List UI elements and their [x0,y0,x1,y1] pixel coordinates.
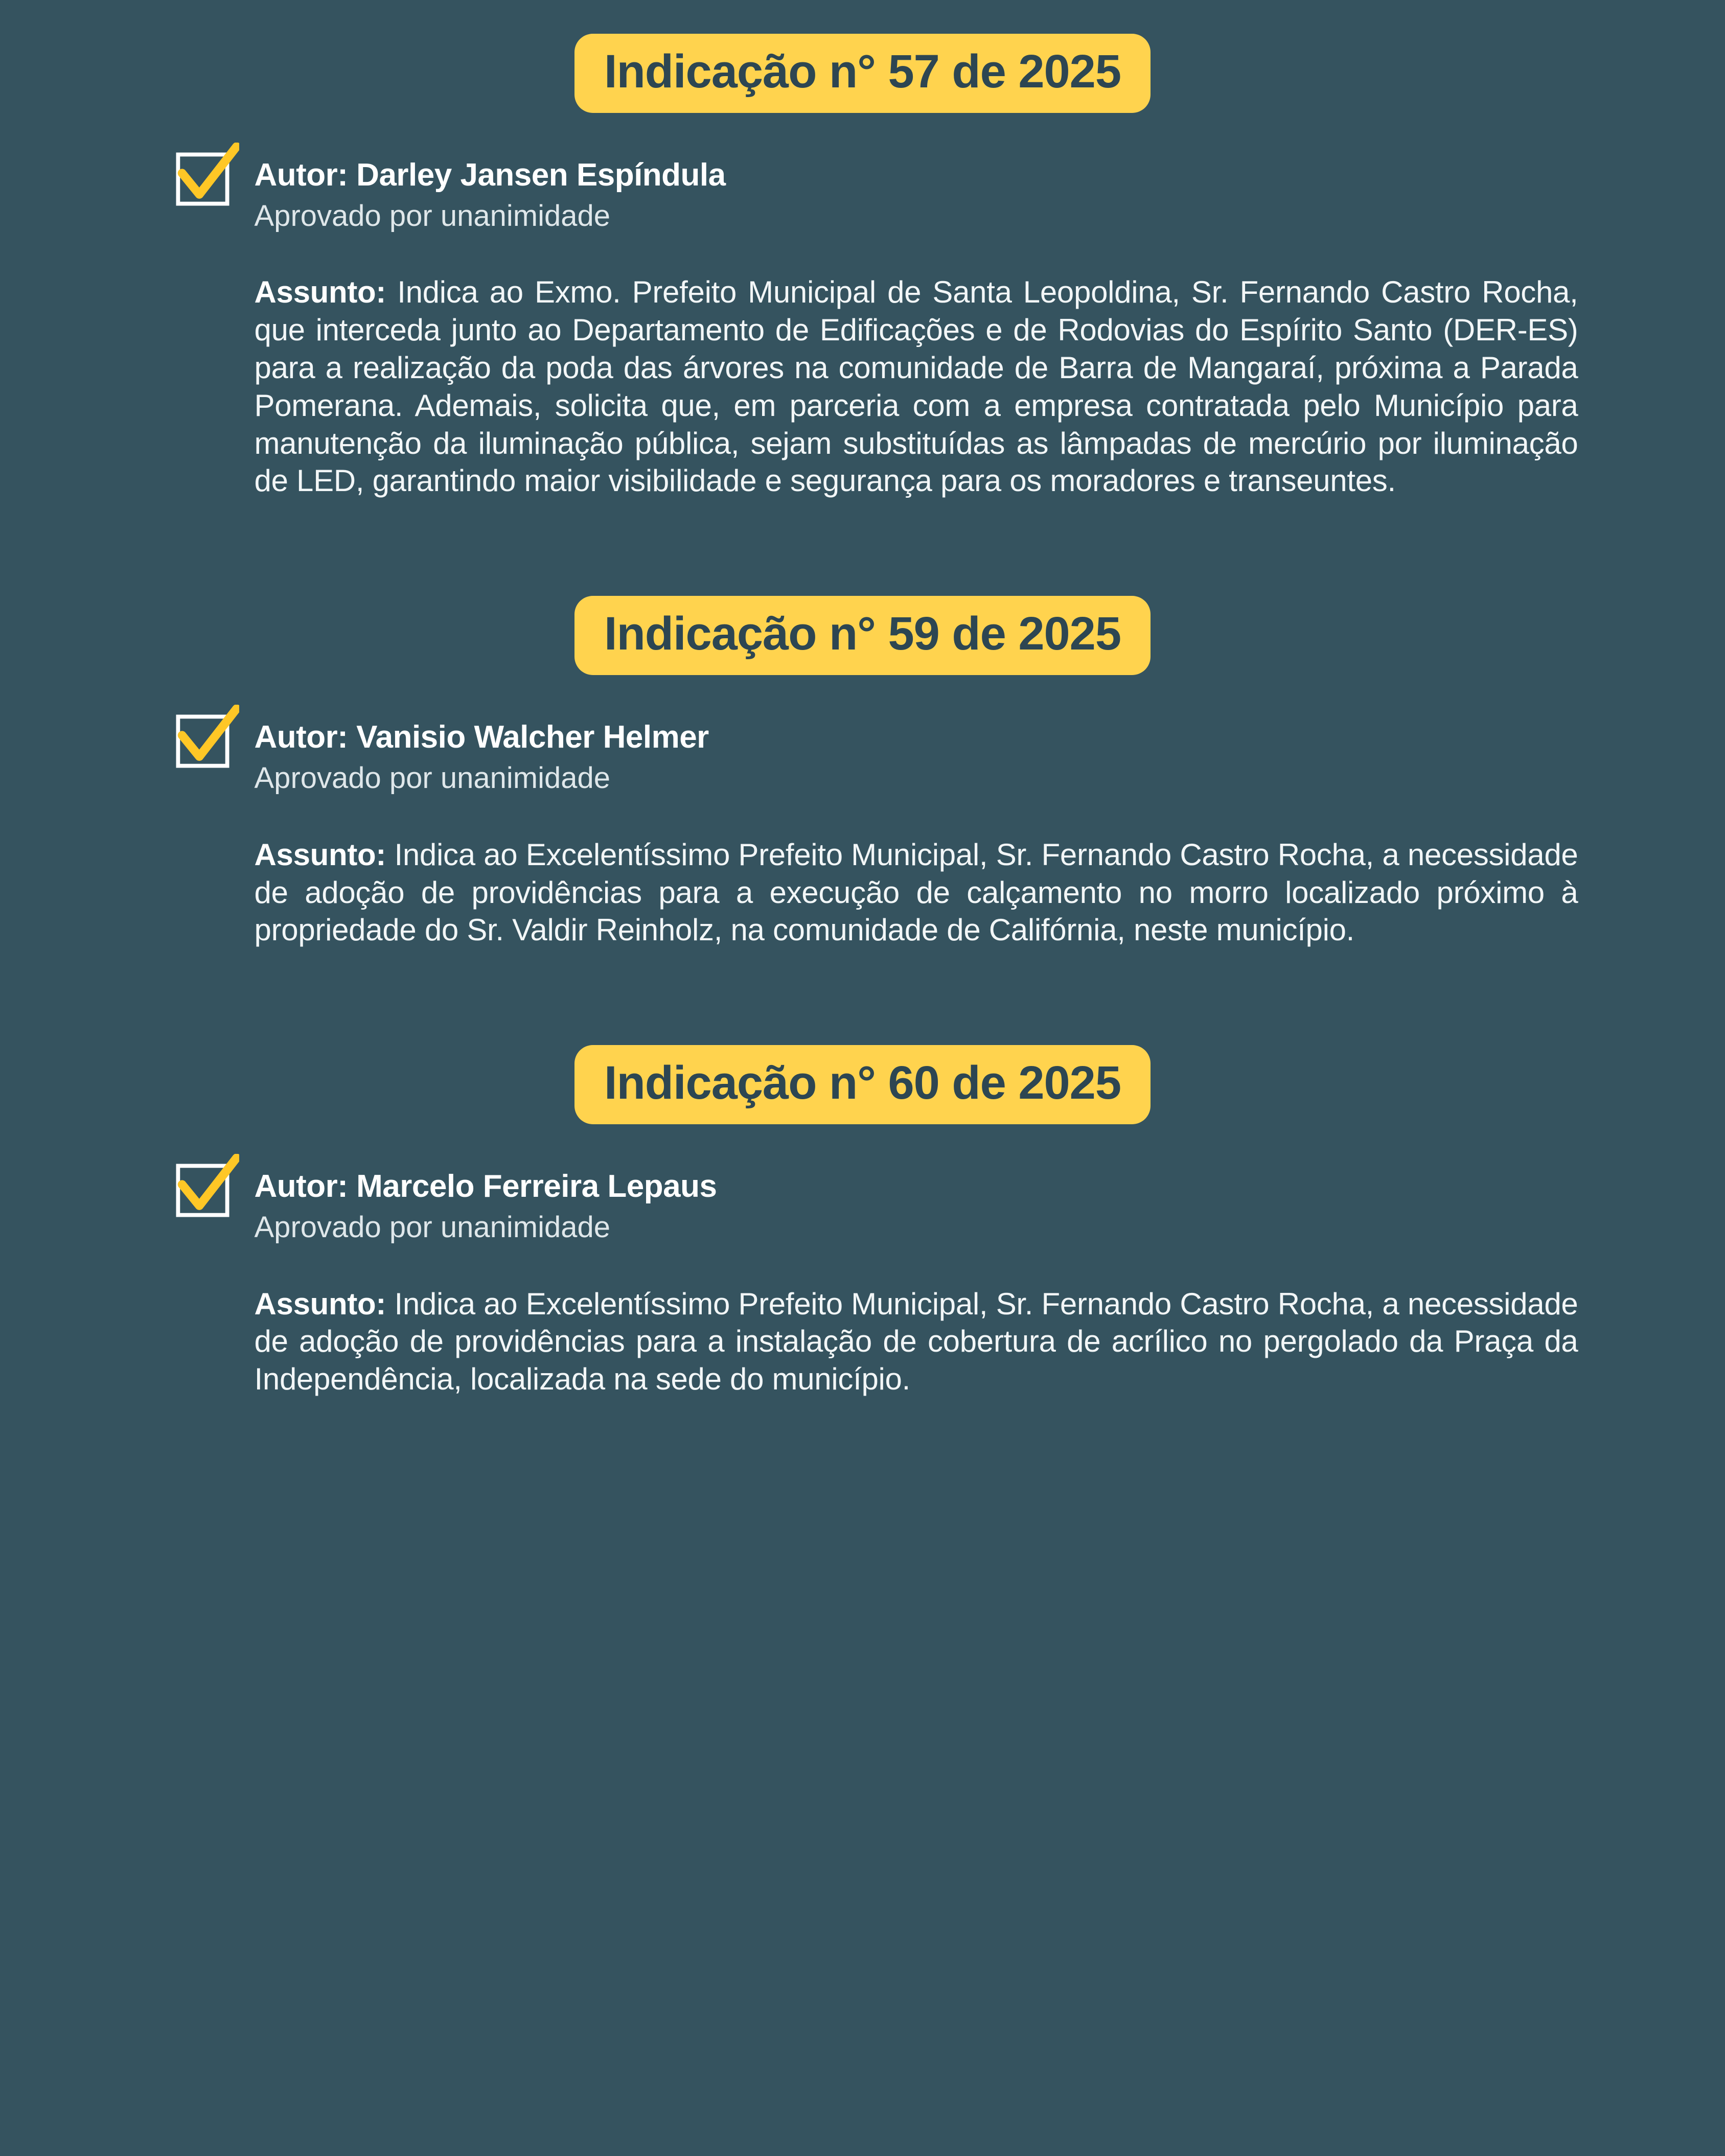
author-row [255,1168,1578,1245]
indication-item [0,596,1725,949]
approval-status: Aprovado por unanimidade [254,1211,610,1244]
check-mark-icon [173,143,239,209]
subject-label: Assunto: [254,275,386,310]
indication-title-badge: Indicação n° 57 de 2025 [574,34,1151,113]
indication-title-row [0,596,1725,675]
author-row [255,157,1578,234]
indication-body [147,719,1578,949]
indication-body [147,1168,1578,1398]
indication-title-badge: Indicação n° 59 de 2025 [574,596,1151,675]
subject-text: Indica ao Exmo. Prefeito Municipal de Santa Leopoldina, Sr. Fernando Castro Rocha, que interceda junto ao Departamento de Edificações e de Rodovias do Espírito Santo (DER-ES) para a realização da poda das árvores na comunidade de Barra de Mangaraí, próxima a Parada Pomerana. Ademais, solicita que, em parceria com a empresa contratada pelo Município para manutenção da iluminação pública, sejam substituídas as lâmpadas de mercúrio por iluminação de LED, garantindo maior visibilidade e segurança para os moradores e transeuntes. [254,275,1578,498]
indication-title-row [0,1045,1725,1124]
subject-label: Assunto: [254,1286,386,1321]
subject-paragraph [255,1285,1578,1398]
subject-text: Indica ao Excelentíssimo Prefeito Municipal, Sr. Fernando Castro Rocha, a necessidade de adoção de providências para a execução de calçamento no morro localizado próximo à propriedade do Sr. Valdir Reinholz, na comunidade de Califórnia, neste município. [254,837,1578,947]
spacer [0,1124,1725,1168]
indication-item [0,1045,1725,1398]
spacer [0,980,1725,1045]
check-mark-icon [173,705,239,771]
indication-title-badge: Indicação n° 60 de 2025 [574,1045,1151,1124]
author-name: Autor: Darley Jansen Espíndula [254,157,726,193]
indication-item [0,34,1725,500]
spacer [0,530,1725,596]
spacer [0,675,1725,719]
subject-text: Indica ao Excelentíssimo Prefeito Municipal, Sr. Fernando Castro Rocha, a necessidade de adoção de providências para a instalação de cobertura de acrílico no pergolado da Praça da Independência, localizada na sede do município. [254,1286,1578,1397]
indication-title-row [0,34,1725,113]
subject-paragraph [255,836,1578,949]
spacer [0,113,1725,157]
check-mark-icon [173,1154,239,1220]
indication-body [147,157,1578,500]
approval-status: Aprovado por unanimidade [254,199,610,233]
approval-status: Aprovado por unanimidade [254,761,610,795]
subject-paragraph [255,273,1578,500]
author-row [255,719,1578,796]
author-name: Autor: Vanisio Walcher Helmer [254,719,709,755]
top-spacer [0,0,1725,34]
subject-label: Assunto: [254,837,386,872]
author-name: Autor: Marcelo Ferreira Lepaus [254,1168,717,1204]
